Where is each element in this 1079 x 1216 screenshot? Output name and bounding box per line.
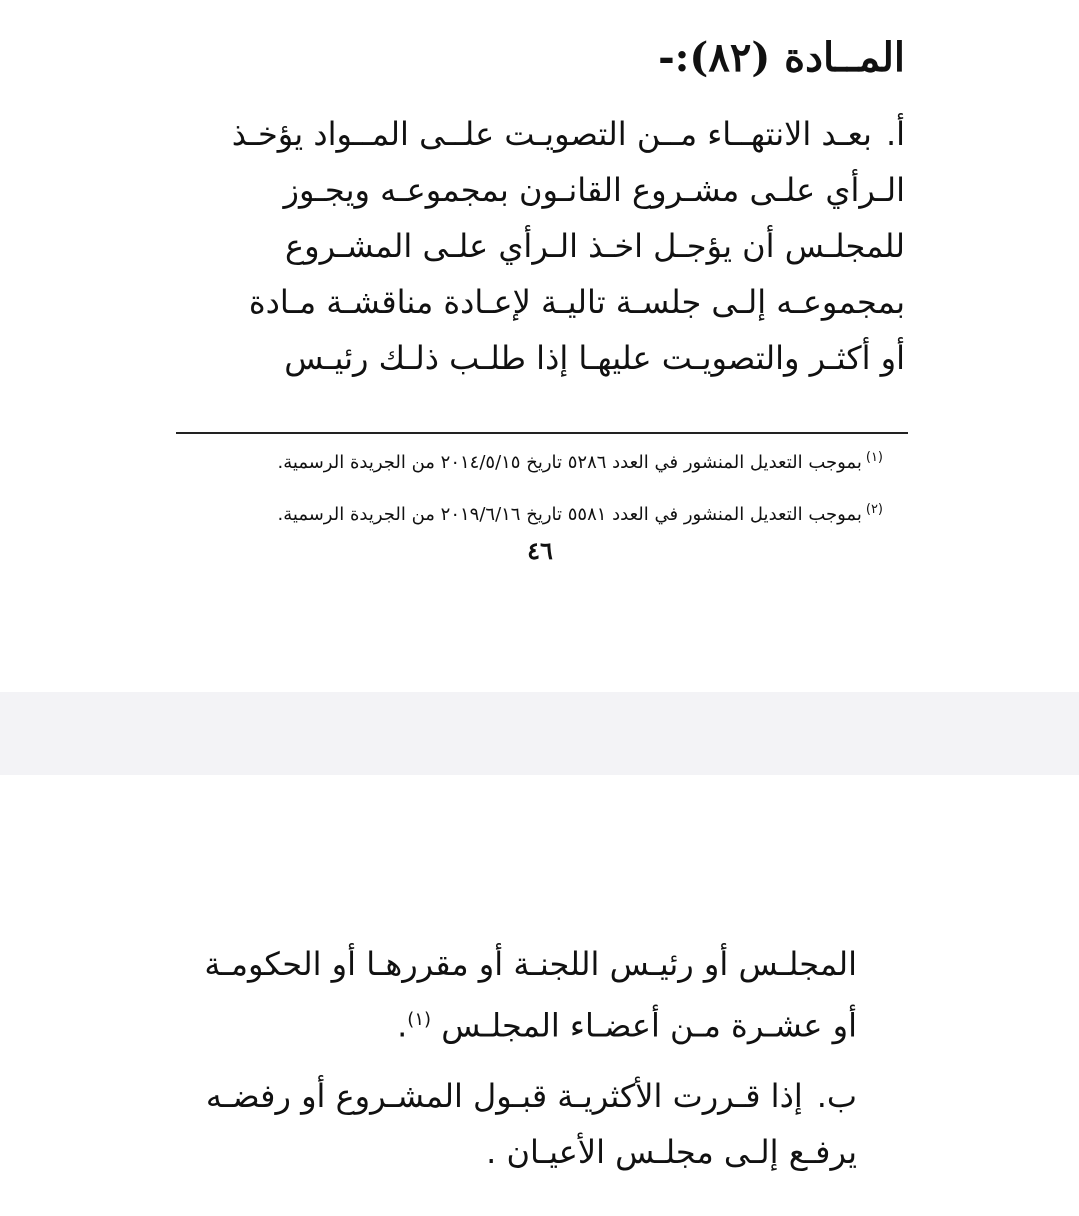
clause-a-continuation — [157, 935, 857, 1047]
clause-b-line-2: يرفـع إلـى مجلـس الأعيـان . — [486, 1133, 857, 1171]
footnote-2 — [163, 496, 883, 529]
clause-a-cont-line-1: المجلـس أو رئيـس اللجنـة أو مقررهـا أو الحكومـة — [204, 945, 857, 983]
footnote-1-ref: (١) — [865, 450, 883, 465]
footnote-ref-1: (١) — [407, 1009, 432, 1030]
footnote-2-text: بموجب التعديل المنشور في العدد ٥٥٨١ تاريخ ٢٠١٩/٦/١٦ من الجريدة الرسمية. — [277, 504, 862, 525]
page-separator — [0, 692, 1079, 775]
clause-a-line-5: أو أكثـر والتصويـت عليهـا إذا طلـب ذلـك رئيـس — [284, 339, 905, 377]
clause-a-line-2: الـرأي علـى مشـروع القانـون بمجموعـه ويجـوز — [283, 171, 905, 209]
clause-b-line-1 — [157, 1067, 857, 1123]
clause-b-line-1-text: إذا قـررت الأكثريـة قبـول المشـروع أو رفضـه — [205, 1077, 803, 1115]
clause-a — [175, 106, 905, 386]
footnote-divider — [176, 432, 908, 434]
document-page-bottom — [0, 775, 1079, 1216]
clause-b-marker: ب. — [816, 1077, 857, 1115]
footnote-1 — [163, 444, 883, 477]
footnote-2-ref: (٢) — [865, 502, 883, 517]
clause-a-line-1 — [175, 106, 905, 162]
clause-a-line-1-text: بعـد الانتهــاء مــن التصويـت علــى المــواد يؤخـذ — [231, 115, 872, 153]
clause-a-line-3: للمجلـس أن يؤجـل اخـذ الـرأي علـى المشـروع — [285, 227, 905, 265]
clause-a-marker: أ. — [885, 115, 905, 153]
clause-b — [157, 1067, 857, 1179]
article-title: المــادة (٨٢):- — [658, 34, 905, 81]
page-number: ٤٦ — [527, 536, 553, 565]
clause-a-line-4: بمجموعـه إلـى جلسـة تاليـة لإعـادة مناقشـة مـادة — [248, 283, 905, 321]
clause-a-end: . — [397, 1006, 408, 1045]
clause-a-cont-line-2-text: أو عشـرة مـن أعضـاء المجلـس — [441, 1006, 857, 1045]
clause-a-cont-line-2 — [157, 991, 857, 1047]
footnote-1-text: بموجب التعديل المنشور في العدد ٥٢٨٦ تاريخ ٢٠١٤/٥/١٥ من الجريدة الرسمية. — [277, 452, 862, 473]
